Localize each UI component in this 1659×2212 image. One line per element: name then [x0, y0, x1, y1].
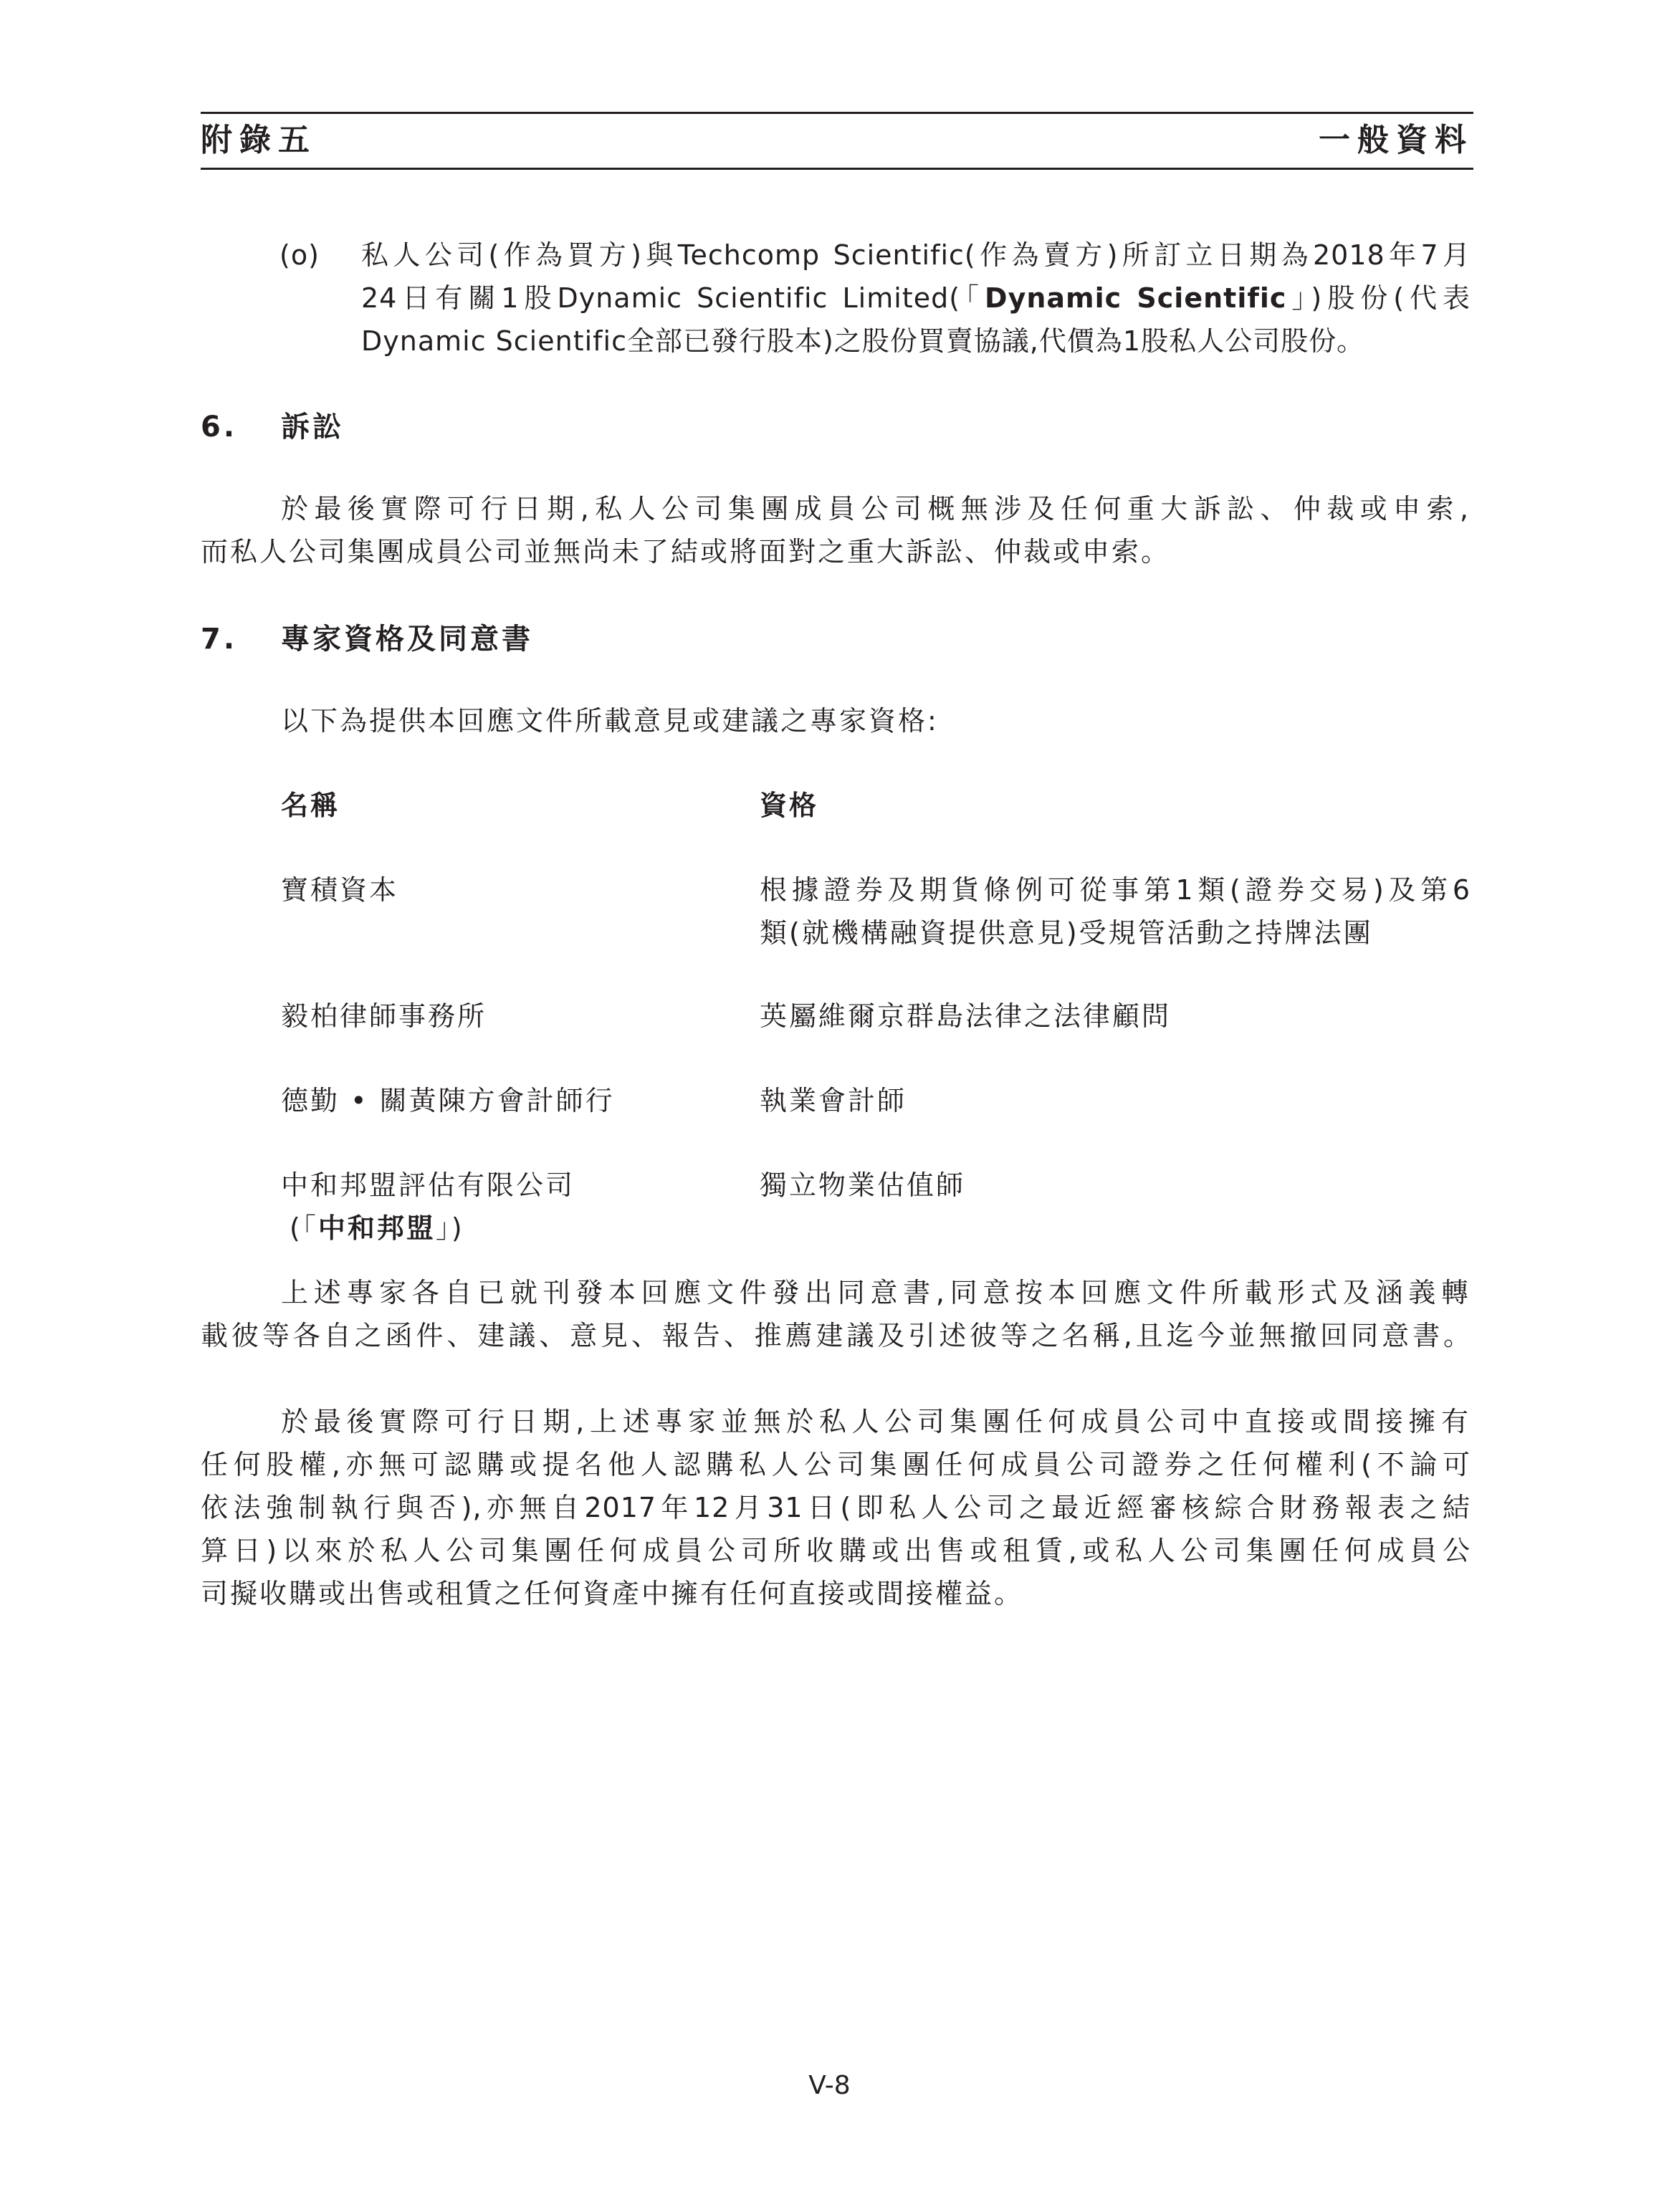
expert-qualification-3: 執業會計師	[760, 1085, 907, 1116]
short-name-open: (「	[290, 1212, 318, 1244]
section-6-para-line-1: 於最後實際可行日期,私人公司集團成員公司概無涉及任何重大訴訟、仲裁或申索,	[281, 493, 1471, 525]
item-o-label: (o)	[279, 239, 320, 271]
expert-name-3: 德勤 • 關黃陳方會計師行	[281, 1085, 615, 1116]
expert-name-2: 毅柏律師事務所	[281, 1000, 487, 1032]
item-o-line-1: 私人公司(作為買方)與Techcomp Scientific(作為賣方)所訂立日期為2018年7月	[361, 239, 1471, 271]
expert-qualification-2: 英屬維爾京群島法律之法律顧問	[760, 1000, 1172, 1032]
item-o-line-2-text: 24日有關1股Dynamic Scientific Limited(「	[361, 282, 985, 314]
table-header-name: 名稱	[281, 790, 340, 821]
item-o-defined-term: Dynamic Scientific	[985, 282, 1287, 314]
header-right-title: 一般資料	[1319, 122, 1473, 158]
interests-para-line-5: 司擬收購或出售或租賃之任何資產中擁有任何直接或間接權益。	[201, 1578, 1024, 1609]
page-number: V-8	[808, 2071, 851, 2100]
section-7-title: 專家資格及同意書	[281, 623, 533, 656]
item-o-line-2	[361, 277, 1471, 320]
section-6-number: 6.	[201, 411, 238, 444]
consent-para-line-2: 載彼等各自之函件、建議、意見、報告、推薦建議及引述彼等之名稱,且迄今並無撤回同意書。	[201, 1320, 1471, 1351]
table-header-qualification: 資格	[760, 790, 819, 821]
header-left-title: 附錄五	[201, 122, 317, 158]
header-bottom-rule	[201, 168, 1473, 170]
section-7-intro: 以下為提供本回應文件所載意見或建議之專家資格:	[281, 705, 939, 737]
expert-name-4: 中和邦盟評估有限公司	[281, 1169, 575, 1201]
section-6-para-line-2: 而私人公司集團成員公司並無尚未了結或將面對之重大訴訟、仲裁或申索。	[201, 536, 1171, 568]
expert-qualification-1-line-2: 類(就機構融資提供意見)受規管活動之持牌法團	[760, 917, 1373, 949]
interests-para-line-1: 於最後實際可行日期,上述專家並無於私人公司集團任何成員公司中直接或間接擁有	[281, 1406, 1471, 1437]
item-o-line-3: Dynamic Scientific全部已發行股本)之股份買賣協議,代價為1股私人公司股份。	[361, 325, 1365, 357]
expert-name-4-short-name	[290, 1207, 464, 1250]
section-7-number: 7.	[201, 623, 238, 656]
section-6-title: 訴訟	[281, 411, 344, 444]
interests-para-line-4: 算日)以來於私人公司集團任何成員公司所收購或出售或租賃,或私人公司集團任何成員公	[201, 1535, 1471, 1566]
short-name-bold: 中和邦盟	[317, 1212, 436, 1244]
interests-para-line-3: 依法強制執行與否),亦無自2017年12月31日(即私人公司之最近經審核綜合財務報表之結	[201, 1492, 1471, 1523]
consent-para-line-1: 上述專家各自已就刊發本回應文件發出同意書,同意按本回應文件所載形式及涵義轉	[281, 1277, 1471, 1308]
expert-qualification-4: 獨立物業估值師	[760, 1169, 966, 1201]
item-o-line-2-text-end: 」)股份(代表	[1286, 282, 1471, 314]
interests-para-line-2: 任何股權,亦無可認購或提名他人認購私人公司集團任何成員公司證券之任何權利(不論可	[201, 1449, 1471, 1480]
expert-name-1: 寶積資本	[281, 874, 399, 906]
short-name-close: 」)	[435, 1212, 464, 1244]
expert-qualification-1-line-1: 根據證券及期貨條例可從事第1類(證券交易)及第6	[760, 874, 1471, 906]
header-top-rule	[201, 112, 1473, 114]
